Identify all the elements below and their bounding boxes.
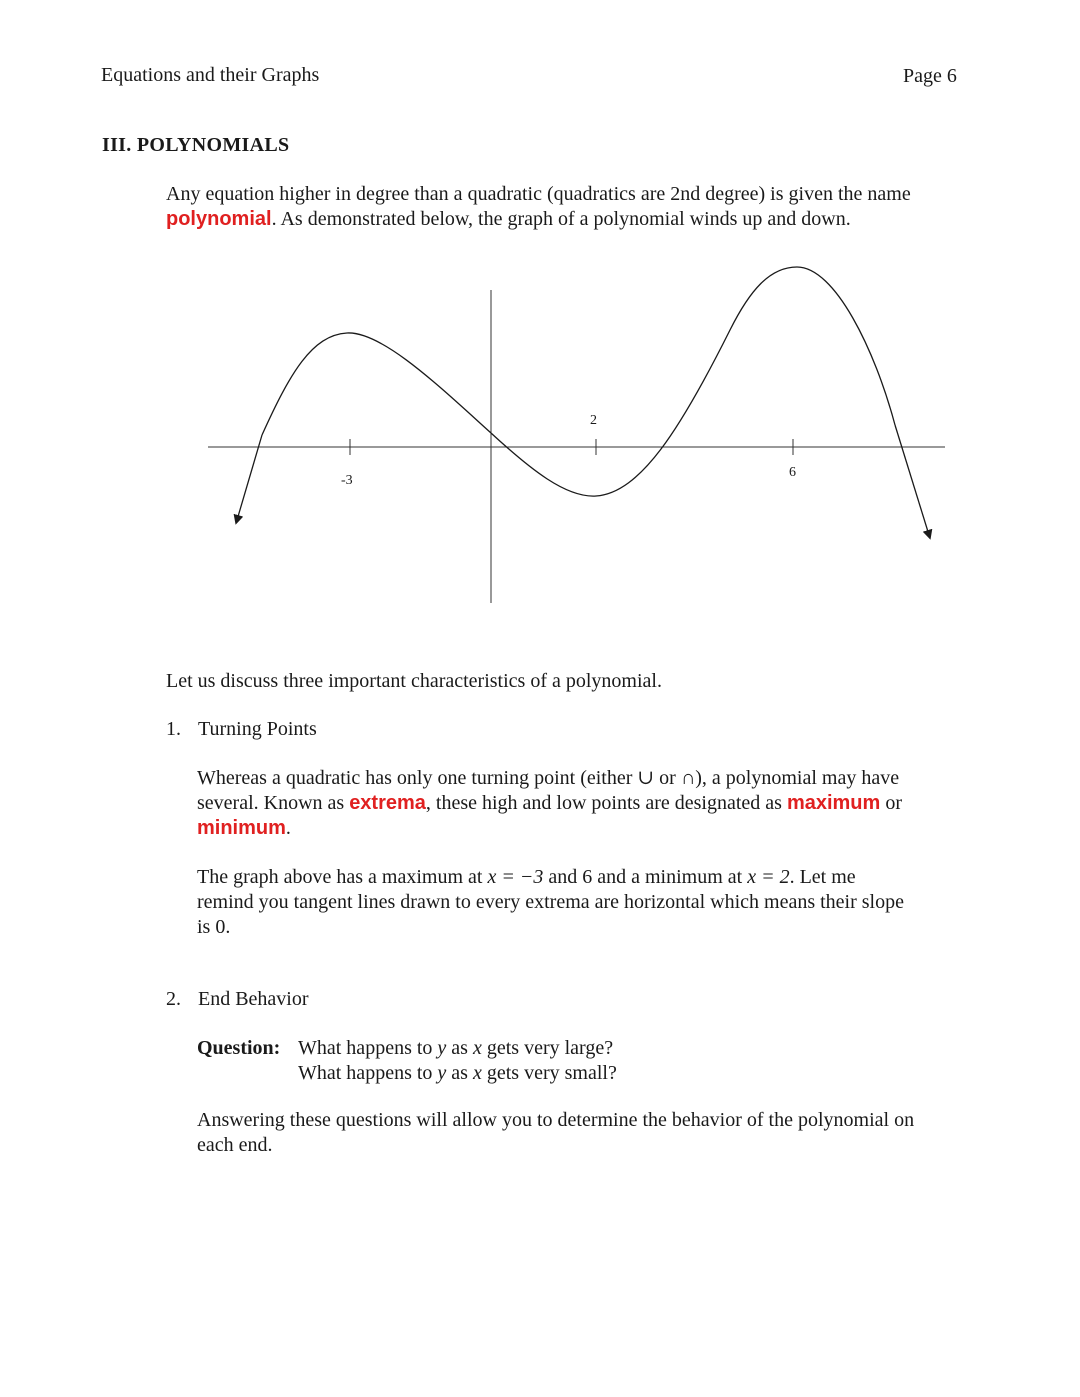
- q2-y: y: [437, 1062, 447, 1084]
- polynomial-graph: [0, 255, 1080, 615]
- q2-c: gets very small?: [481, 1062, 617, 1084]
- ex-line-3: is 0.: [197, 916, 231, 938]
- tp-line-2-b: , these high and low points are designated as: [425, 792, 787, 814]
- answer-line-2: each end.: [197, 1134, 273, 1156]
- item1-title: Turning Points: [198, 718, 317, 740]
- tp-line-2-a: several. Known as: [197, 792, 350, 814]
- tick-label-neg3: -3: [341, 473, 353, 488]
- term-minimum: minimum: [197, 817, 286, 839]
- q1-b: as: [446, 1037, 473, 1059]
- answer-paragraph: [197, 1108, 997, 1158]
- item2-number: 2.: [166, 988, 181, 1010]
- document-title: Equations and their Graphs: [101, 64, 320, 86]
- term-polynomial: polynomial: [166, 208, 272, 230]
- ex-line-1-c: . Let me: [789, 866, 856, 888]
- intro-line-2-text: . As demonstrated below, the graph of a polynomial winds up and down.: [271, 208, 851, 230]
- answer-line-1: Answering these questions will allow you to determine the behavior of the polynomial on: [197, 1109, 915, 1131]
- q2-a: What happens to: [298, 1062, 438, 1084]
- q1-y: y: [437, 1037, 447, 1059]
- intro-paragraph: [166, 182, 986, 232]
- question-lines: [298, 1036, 617, 1086]
- item2-title: End Behavior: [198, 988, 309, 1010]
- q1-c: gets very large?: [481, 1037, 614, 1059]
- ex-line-1-b: and 6 and a minimum at: [543, 866, 748, 888]
- question-1: [298, 1036, 617, 1061]
- turning-points-paragraph: [197, 766, 987, 841]
- page-number: Page 6: [903, 65, 957, 87]
- question-label: Question:: [197, 1037, 281, 1059]
- term-extrema: extrema: [349, 792, 426, 814]
- question-2: [298, 1061, 617, 1086]
- tick-label-2: 2: [590, 413, 597, 428]
- left-end-arrow: [237, 435, 262, 520]
- intro-line-1: Any equation higher in degree than a quadratic (quadratics are 2nd degree) is given the name: [166, 183, 911, 205]
- q1-a: What happens to: [298, 1037, 438, 1059]
- item1-number: 1.: [166, 718, 181, 740]
- tp-line-1: Whereas a quadratic has only one turning point (either ∪ or ∩), a polynomial may have: [197, 767, 900, 789]
- discussion-lead: Let us discuss three important characteristics of a polynomial.: [166, 670, 662, 692]
- ex-line-2: remind you tangent lines drawn to every extrema are horizontal which means their slope: [197, 891, 904, 913]
- q2-x: x: [472, 1062, 482, 1084]
- q1-x: x: [472, 1037, 482, 1059]
- tp-line-2-c: or: [880, 792, 902, 814]
- tp-line-3-end: .: [285, 817, 291, 839]
- eq-x-2: x = 2: [747, 866, 790, 888]
- tick-label-6: 6: [789, 465, 796, 480]
- q2-b: as: [446, 1062, 473, 1084]
- section-title: III. POLYNOMIALS: [102, 134, 290, 156]
- extrema-paragraph: [197, 865, 987, 940]
- right-end-arrow: [895, 425, 929, 535]
- term-maximum: maximum: [786, 792, 881, 814]
- ex-line-1: [197, 865, 987, 890]
- tp-line-3: [197, 816, 987, 841]
- ex-line-1-a: The graph above has a maximum at: [197, 866, 488, 888]
- eq-x-neg3: x = −3: [487, 866, 544, 888]
- intro-line-2: [166, 207, 986, 232]
- tp-line-2: [197, 791, 987, 816]
- polynomial-curve: [262, 267, 895, 496]
